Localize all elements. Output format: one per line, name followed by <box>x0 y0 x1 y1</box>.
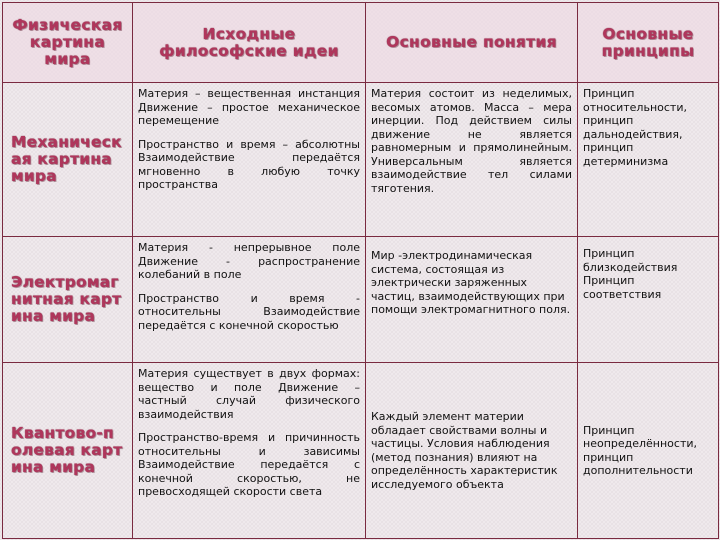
principles-cell <box>578 363 719 539</box>
ideas-paragraph: Материя существует в двух формах: вещество и поле Движение – частный случай физического взаимодействия <box>138 367 360 421</box>
principles-cell <box>578 83 719 237</box>
ideas-cell <box>133 237 366 363</box>
header-row <box>3 3 719 83</box>
ideas-cell <box>133 363 366 539</box>
ideas-cell <box>133 83 366 237</box>
ideas-paragraph: Материя - непрерывное поле Движение - распространение колебаний в поле <box>138 241 360 281</box>
principles-text: Принцип близкодействия Принцип соответствия <box>583 247 678 301</box>
table-row <box>3 83 719 237</box>
concepts-cell <box>366 363 578 539</box>
row-title-mechanical: Механическая картина мира <box>3 83 133 237</box>
row-title-electromagnetic: Электромагнитная картина мира <box>3 237 133 363</box>
ideas-paragraph: Пространство и время - относительны Взаимодействие передаётся с конечной скоростью <box>138 291 360 332</box>
concepts-text: Мир -электродинамическая система, состоящая из электрически заряженных частиц, взаимодействующих при помощи электромагнитного поля. <box>371 249 571 316</box>
header-concepts: Основные понятия <box>366 3 578 83</box>
concepts-text: Каждый элемент материи обладает свойствами волны и частицы. Условия наблюдения (метод познания) влияют на определённость характеристик исследуемого объекта <box>371 410 558 491</box>
ideas-paragraph: Пространство и время – абсолютны Взаимодействие передаётся мгновенно в любую точку пространства <box>138 137 360 191</box>
table-row <box>3 237 719 363</box>
concepts-text: Материя состоит из неделимых, весомых атомов. Масса – мера инерции. Под действием силы движение не является равномерным и прямолинейным. Универсальным является взаимодействие тел силами тяготения. <box>371 87 572 195</box>
ideas-paragraph: Материя – вещественная инстанция Движение – простое механическое перемещение <box>138 87 360 127</box>
header-picture: Физическая картина мира <box>3 3 133 83</box>
principles-cell <box>578 237 719 363</box>
concepts-cell <box>366 83 578 237</box>
principles-text: Принцип относительности, принцип дальнодействия, принцип детерминизма <box>583 87 687 168</box>
header-ideas: Исходные философские идеи <box>133 3 366 83</box>
ideas-paragraph: Пространство-время и причинность относительны и зависимы Взаимодействие передаётся с конечной скоростью, не превосходящей скорости света <box>138 431 360 498</box>
header-principles: Основные принципы <box>578 3 719 83</box>
table-row <box>3 363 719 539</box>
principles-text: Принцип неопределённости, принцип дополнительности <box>583 423 698 477</box>
concepts-cell <box>366 237 578 363</box>
row-title-quantum-field: Квантово-полевая картина мира <box>3 363 133 539</box>
world-pictures-table <box>2 2 719 539</box>
